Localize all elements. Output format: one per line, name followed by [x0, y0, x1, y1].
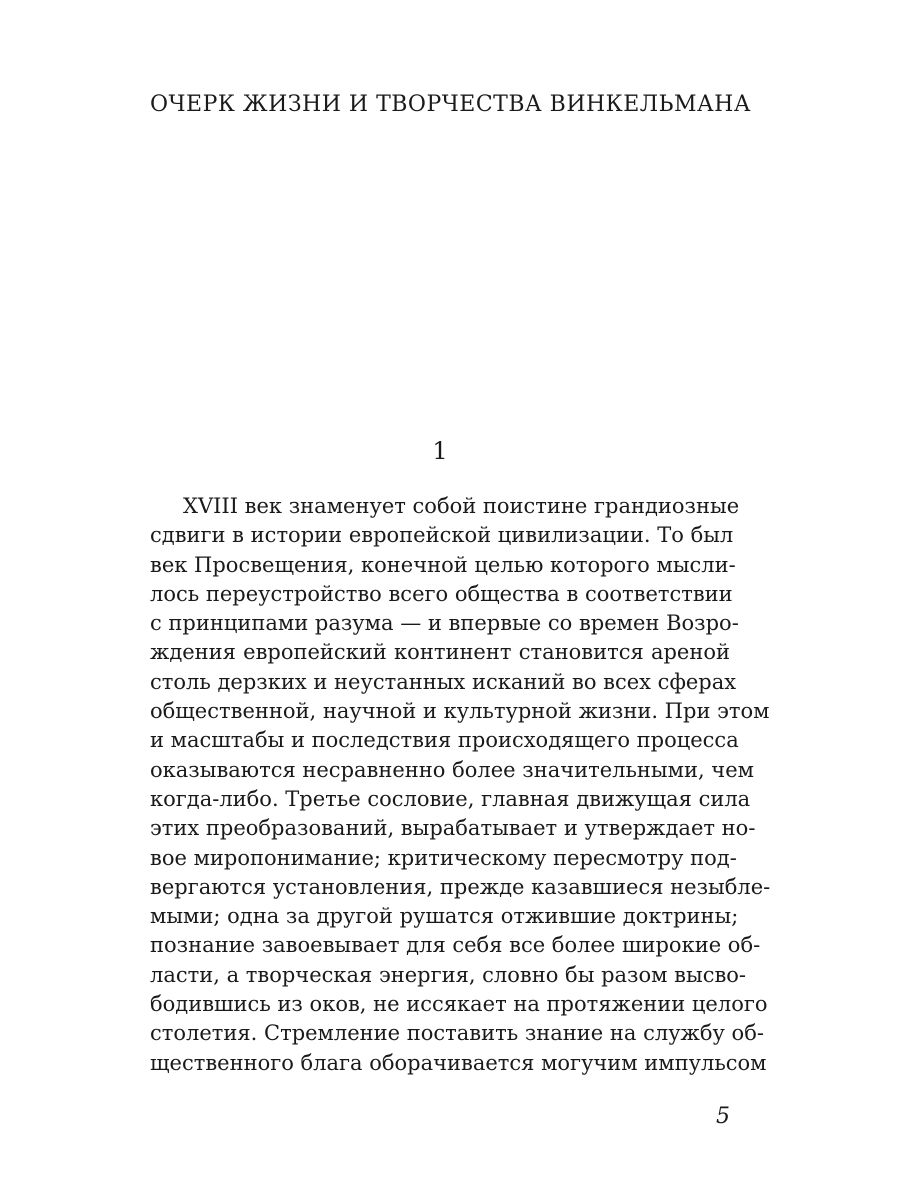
text-line: сдвиги в истории европейской цивилизации. То был [150, 523, 734, 548]
running-title: ОЧЕРК ЖИЗНИ И ТВОРЧЕСТВА ВИНКЕЛЬМАНА [150, 92, 751, 117]
text-line: вое миропонимание; критическому пересмотру под- [150, 845, 737, 870]
text-line: щественного блага оборачивается могучим импульсом [150, 1050, 767, 1075]
text-line: XVIII век знаменует собой поистине грандиозные [183, 494, 740, 518]
text-line: когда-либо. Третье сословие, главная движущая сила [150, 786, 751, 811]
text-line: столетия. Стремление поставить знание на службу об- [150, 1021, 764, 1046]
body-paragraph [150, 492, 771, 1078]
chapter-number: 1 [432, 437, 448, 465]
text-line: бодившись из оков, не иссякает на протяжении целого [150, 992, 768, 1017]
text-line: лось переустройство всего общества в соответствии [150, 581, 733, 606]
page-number: 5 [716, 1104, 730, 1129]
text-line: мыми; одна за другой рушатся отжившие доктрины; [150, 904, 739, 929]
text-line: и масштабы и последствия происходящего процесса [150, 728, 739, 753]
text-line: с принципами разума — и впервые со времен Возро- [150, 611, 739, 636]
text-line: оказываются несравненно более значительными, чем [150, 757, 754, 782]
text-line: ласти, а творческая энергия, словно бы разом высво- [150, 962, 747, 987]
text-line: вергаются установления, прежде казавшиеся незыбле- [150, 874, 771, 899]
text-line: столь дерзких и неустанных исканий во всех сферах [150, 669, 737, 694]
text-line: познание завоевывает для себя все более широкие об- [150, 933, 761, 958]
text-line: век Просвещения, конечной целью которого мысли- [150, 552, 736, 577]
text-line: этих преобразований, вырабатывает и утверждает но- [150, 816, 756, 841]
text-line: общественной, научной и культурной жизни. При этом [150, 699, 770, 724]
text-line: ждения европейский континент становится ареной [150, 640, 730, 665]
